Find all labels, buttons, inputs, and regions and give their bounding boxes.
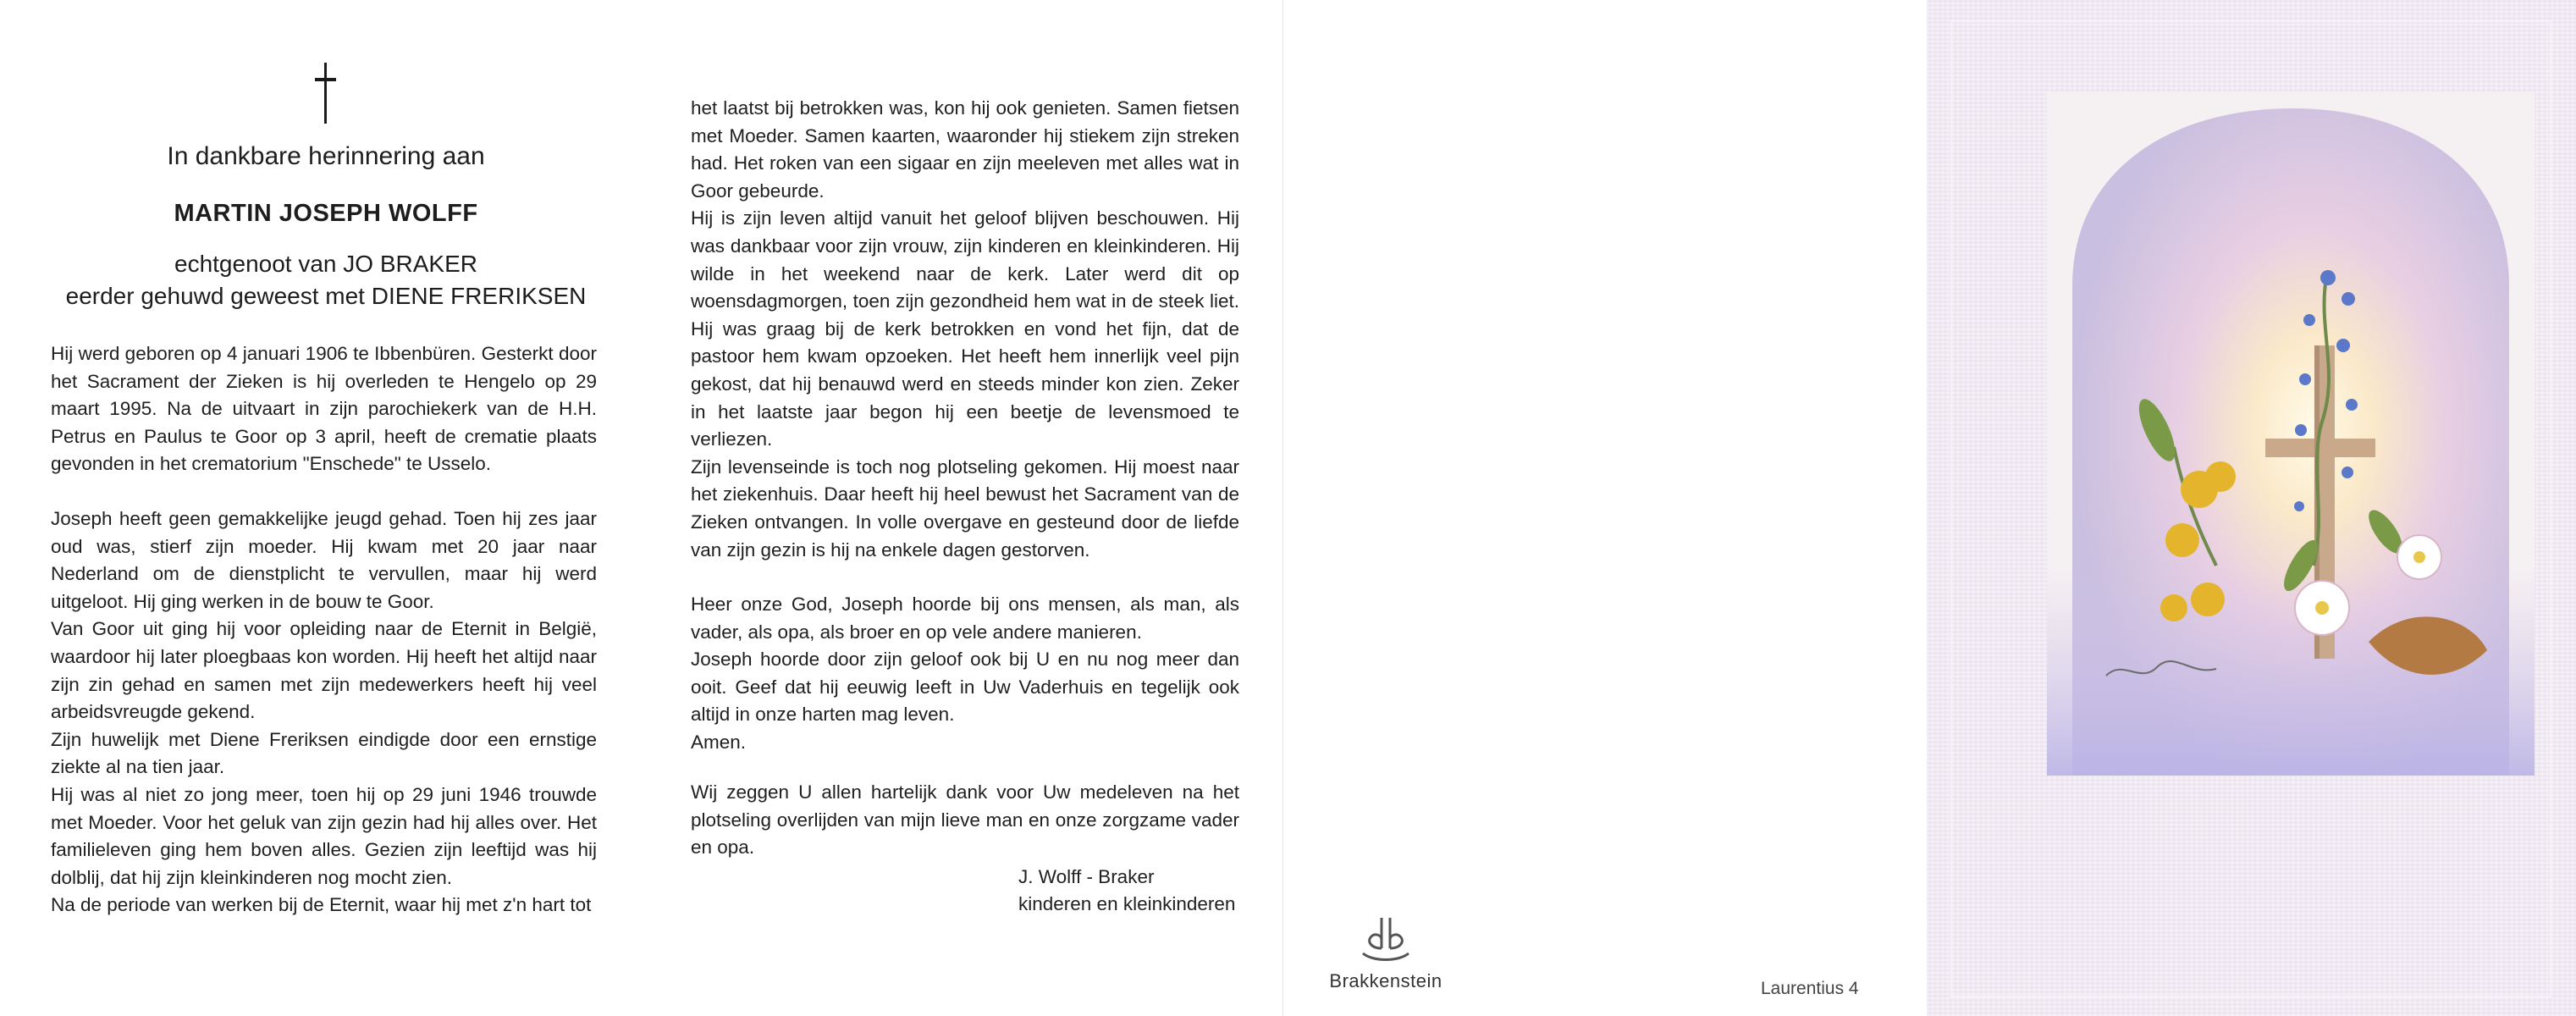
signature-family: kinderen en kleinkinderen bbox=[1018, 893, 1236, 914]
card-intro: In dankbare herinnering aan bbox=[167, 142, 485, 170]
paragraph: Joseph heeft geen gemakkelijke jeugd gehad. Toen hij zes jaar oud was, stierf zijn moeder. Hij kwam met 20 jaar naar Nederland om de dienstplicht te vervullen, maar hij werd uitgeloot. Hij ging werken in de bouw te Goor. bbox=[51, 507, 597, 612]
cross-icon bbox=[301, 59, 351, 127]
paragraph: het laatst bij betrokken was, kon hij ook genieten. Samen fietsen met Moeder. Samen kaarten, waaronder hij stiekem zijn streken had. Het roken van een sigaar en zijn meeleven met alles wat in Goor gebeurde. bbox=[691, 97, 1239, 202]
paragraph: Na de periode van werken bij de Eternit, waar hij met z'n hart tot bbox=[51, 894, 592, 916]
panel-back bbox=[1282, 0, 1927, 1016]
paragraph: Van Goor uit ging hij voor opleiding naar de Eternit in België, waardoor hij later ploegbaas kon worden. Hij heeft het altijd naar zijn zin gehad en samen met zijn medewerkers heeft hij veel arbeidsvreugde gekend. bbox=[51, 618, 597, 723]
middle-column-text bbox=[691, 95, 1239, 757]
deceased-name: MARTIN JOSEPH WOLFF bbox=[174, 200, 478, 227]
paragraph: Zijn levenseinde is toch nog plotseling gekomen. Hij moest naar het ziekenhuis. Daar heeft hij heel bewust het Sacrament van de Zieken ontvangen. In volle overgave en gesteund door de liefde van zijn gezin is hij na enkele dagen gestorven. bbox=[691, 456, 1239, 560]
prayer: Joseph hoorde door zijn geloof ook bij U en nu nog meer dan ooit. Geef dat hij eeuwig leeft in Uw Vaderhuis en tegelijk ook altijd in onze harten mag leven. bbox=[691, 649, 1239, 726]
thanks-text: Wij zeggen U allen hartelijk dank voor Uw medeleven na het plotseling overlijden van mijn lieve man en onze zorgzame vader en opa. bbox=[691, 781, 1239, 859]
cover-illustration bbox=[2047, 91, 2535, 776]
cross-with-flowers-illustration bbox=[2047, 91, 2535, 776]
left-column-text bbox=[51, 340, 597, 919]
publisher-logo-icon bbox=[1356, 914, 1415, 967]
prayer-amen: Amen. bbox=[691, 732, 747, 754]
former-marriage-line: eerder gehuwd geweest met DIENE FRERIKSEN bbox=[65, 283, 587, 309]
paragraph: Hij werd geboren op 4 januari 1906 te Ibbenbüren. Gesterkt door het Sacrament der Zieken is hij overleden te Hengelo op 29 maart 1995. Na de uitvaart in zijn parochiekerk van de H.H. Petrus en Paulus te Goor op 3 april, heeft de crematie plaats gevonden in het crematorium "Enschede" te Usselo. bbox=[51, 343, 597, 475]
publisher-logo bbox=[1314, 914, 1458, 992]
spouse-line: echtgenoot van JO BRAKER bbox=[174, 251, 477, 277]
paragraph: Zijn huwelijk met Diene Freriksen eindigde door een ernstige ziekte al na tien jaar. bbox=[51, 728, 597, 778]
paragraph: Hij was al niet zo jong meer, toen hij op 29 juni 1946 trouwde met Moeder. Voor het geluk van zijn gezin had hij alles over. Het familieleven ging hem boven alles. Gezien zijn leeftijd was hij dolblij, dat hij zijn kleinkinderen nog mocht zien. bbox=[51, 783, 597, 888]
publisher-name: Brakkenstein bbox=[1329, 970, 1442, 991]
signature bbox=[1018, 864, 1235, 918]
paragraph: Hij is zijn leven altijd vanuit het geloof blijven beschouwen. Hij was dankbaar voor zijn vrouw, zijn kinderen en kleinkinderen. Hij wilde in het weekend naar de kerk. Later werd dit op woensdagmorgen, toen zijn gezondheid hem wat in de steek liet. Hij was graag bij de kerk betrokken en vond het fijn, dat de pastoor hem kwam opzoeken. Het heeft hem innerlijk veel pijn gekost, dat hij benauwd werd en steeds minder kon zien. Zeker in het laatste jaar begon hij een beetje de levensmoed te verliezen. bbox=[691, 207, 1239, 450]
card-code: Laurentius 4 bbox=[1761, 979, 1859, 998]
prayer: Heer onze God, Joseph hoorde bij ons mensen, als man, als vader, als opa, als broer en op vele andere manieren. bbox=[691, 594, 1239, 643]
signature-name: J. Wolff - Braker bbox=[1018, 866, 1155, 887]
